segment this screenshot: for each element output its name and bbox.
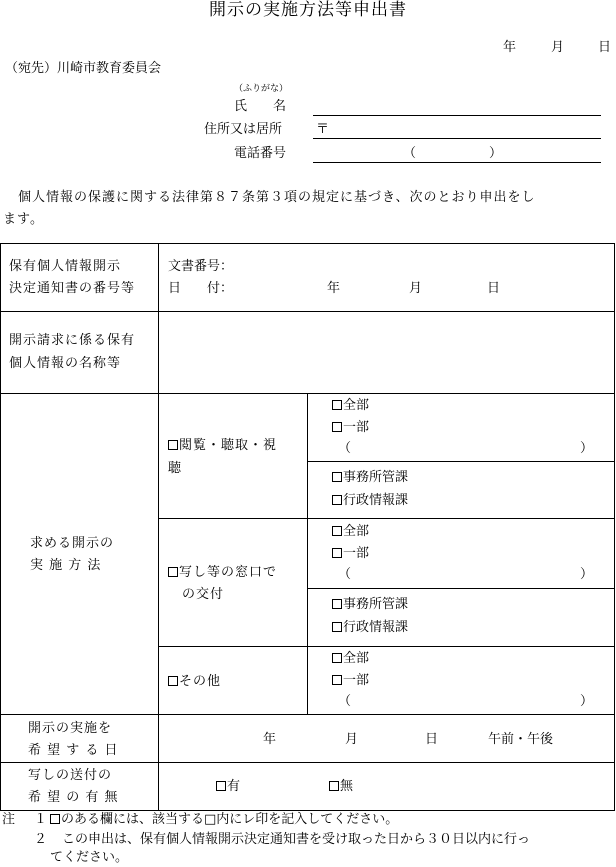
- date-year-label: 年: [503, 40, 517, 55]
- checkbox-copy-all[interactable]: [332, 526, 342, 536]
- opt-copy-label-1: 写し等の窓口で: [179, 565, 278, 580]
- addressee: （宛先）川崎市教育委員会: [5, 61, 162, 76]
- phone-label: 電話番号: [234, 146, 287, 161]
- paren-open: （: [338, 694, 352, 709]
- row-divider: [0, 714, 615, 715]
- note-checkbox-symbol: [50, 814, 60, 824]
- note-2-text-1: この申出は、保有個人情報開示決定通知書を受け取った日から３０日以内に行っ: [62, 832, 531, 847]
- notice-date-day: 日: [487, 281, 501, 296]
- notice-number-label-2: 決定通知書の番号等: [9, 281, 136, 296]
- method-row-divider: [158, 518, 615, 519]
- mail-yes-label: 有: [227, 779, 241, 794]
- opt-copy-row[interactable]: [168, 565, 277, 581]
- info-name-label-2: 個人情報の名称等: [9, 356, 122, 371]
- view-part-label: 一部: [343, 420, 370, 435]
- intro-line-1: 個人情報の保護に関する法律第８７条第３項の規定に基づき、次のとおり申出をし: [18, 190, 536, 205]
- phone-paren-close: ）: [489, 146, 503, 161]
- date-month-label: 月: [551, 40, 565, 55]
- checkbox-mail-yes[interactable]: [216, 781, 226, 791]
- paren-open: （: [338, 441, 352, 456]
- table-border-top: [0, 243, 615, 244]
- table-border-bottom: [0, 810, 615, 811]
- copy-all-row[interactable]: [332, 524, 369, 540]
- notice-date-year: 年: [327, 281, 341, 296]
- opt-view-label-2: 聴: [168, 461, 182, 476]
- checkbox-other-all[interactable]: [332, 653, 342, 663]
- opt-view-row[interactable]: [168, 438, 277, 454]
- mail-no-row[interactable]: [329, 779, 353, 795]
- desired-date-month: 月: [345, 732, 359, 747]
- method-option-divider: [307, 393, 308, 714]
- checkbox-copy-office[interactable]: [332, 599, 342, 609]
- mail-label-1: 写しの送付の: [28, 768, 113, 783]
- view-admin-row[interactable]: [332, 493, 408, 509]
- checkbox-mail-no[interactable]: [329, 781, 339, 791]
- method-sub-divider: [307, 461, 615, 462]
- date-day-label: 日: [598, 40, 612, 55]
- opt-view-label-1: 閲覧・聴取・視: [179, 438, 278, 453]
- doc-number-label: 文書番号：: [168, 259, 234, 274]
- paren-open: （: [338, 567, 352, 582]
- other-part-detail[interactable]: [338, 694, 593, 710]
- notice-date-label: 日 付：: [168, 281, 234, 296]
- copy-part-detail[interactable]: [338, 567, 593, 583]
- info-name-label-1: 開示請求に係る保有: [9, 333, 136, 348]
- form-title: 開示の実施方法等申出書: [209, 0, 407, 20]
- paren-close: ）: [579, 441, 593, 456]
- phone-paren-open: （: [403, 146, 417, 161]
- row-divider: [0, 762, 615, 763]
- opt-other-label: その他: [179, 674, 222, 689]
- checkbox-view-all[interactable]: [332, 400, 342, 410]
- checkbox-other[interactable]: [168, 676, 178, 686]
- checkbox-copy-part[interactable]: [332, 548, 342, 558]
- other-part-label: 一部: [343, 673, 370, 688]
- view-all-label: 全部: [343, 398, 370, 413]
- note-2-text-2: てください。: [50, 850, 129, 865]
- paren-close: ）: [579, 567, 593, 582]
- mail-no-label: 無: [340, 779, 354, 794]
- label-column-divider: [158, 243, 159, 810]
- view-admin-label: 行政情報課: [343, 493, 409, 508]
- copy-office-label: 事務所管課: [343, 597, 409, 612]
- table-border-right: [614, 243, 615, 810]
- view-part-row[interactable]: [332, 420, 369, 436]
- desired-date-year: 年: [263, 732, 277, 747]
- table-border-left: [0, 243, 1, 810]
- copy-part-label: 一部: [343, 546, 370, 561]
- method-sub-divider: [307, 588, 615, 589]
- opt-other-row[interactable]: [168, 674, 221, 690]
- address-field-line[interactable]: [313, 138, 601, 139]
- view-part-detail[interactable]: [338, 441, 593, 457]
- note-1-number: １: [34, 812, 48, 827]
- mail-yes-row[interactable]: [216, 779, 240, 795]
- furigana-label: （ふりがな）: [234, 84, 289, 94]
- info-name-field[interactable]: [160, 313, 612, 391]
- notes-mark: 注: [2, 812, 16, 827]
- copy-admin-row[interactable]: [332, 620, 408, 636]
- row-divider: [0, 311, 615, 312]
- checkbox-view[interactable]: [168, 440, 178, 450]
- intro-line-2: ます。: [3, 212, 44, 227]
- phone-field-line[interactable]: [313, 162, 601, 163]
- checkbox-view-admin[interactable]: [332, 495, 342, 505]
- copy-part-row[interactable]: [332, 546, 369, 562]
- note-1: [50, 812, 398, 828]
- name-label: 氏 名: [234, 99, 287, 114]
- paren-close: ）: [579, 694, 593, 709]
- checkbox-copy-admin[interactable]: [332, 622, 342, 632]
- notice-number-label-1: 保有個人情報開示: [9, 259, 122, 274]
- method-label-2: 実 施 方 法: [30, 558, 102, 573]
- notice-date-month: 月: [409, 281, 423, 296]
- view-office-row[interactable]: [332, 470, 408, 486]
- other-all-row[interactable]: [332, 651, 369, 667]
- note-2-number: ２: [34, 832, 48, 847]
- method-label-1: 求める開示の: [30, 536, 115, 551]
- address-label: 住所又は居所: [204, 122, 283, 137]
- desired-am-pm[interactable]: 午前・午後: [488, 732, 554, 747]
- copy-all-label: 全部: [343, 524, 370, 539]
- postal-mark: 〒: [316, 122, 330, 137]
- desired-date-day: 日: [425, 732, 439, 747]
- checkbox-view-part[interactable]: [332, 422, 342, 432]
- other-all-label: 全部: [343, 651, 370, 666]
- method-row-divider: [158, 646, 615, 647]
- checkbox-copy[interactable]: [168, 567, 178, 577]
- desired-date-label-1: 開示の実施を: [28, 721, 113, 736]
- copy-office-row[interactable]: [332, 597, 408, 613]
- note-1-text: のある欄には、該当する□内にレ印を記入してください。: [61, 812, 399, 827]
- desired-date-label-2: 希 望 す る 日: [28, 743, 119, 758]
- checkbox-other-part[interactable]: [332, 675, 342, 685]
- request-table: [0, 243, 615, 810]
- opt-copy-label-2: の交付: [182, 587, 225, 602]
- other-part-row[interactable]: [332, 673, 369, 689]
- copy-admin-label: 行政情報課: [343, 620, 409, 635]
- name-field-line[interactable]: [313, 115, 601, 116]
- view-all-row[interactable]: [332, 398, 369, 414]
- checkbox-view-office[interactable]: [332, 472, 342, 482]
- mail-label-2: 希 望 の 有 無: [28, 790, 119, 805]
- view-office-label: 事務所管課: [343, 470, 409, 485]
